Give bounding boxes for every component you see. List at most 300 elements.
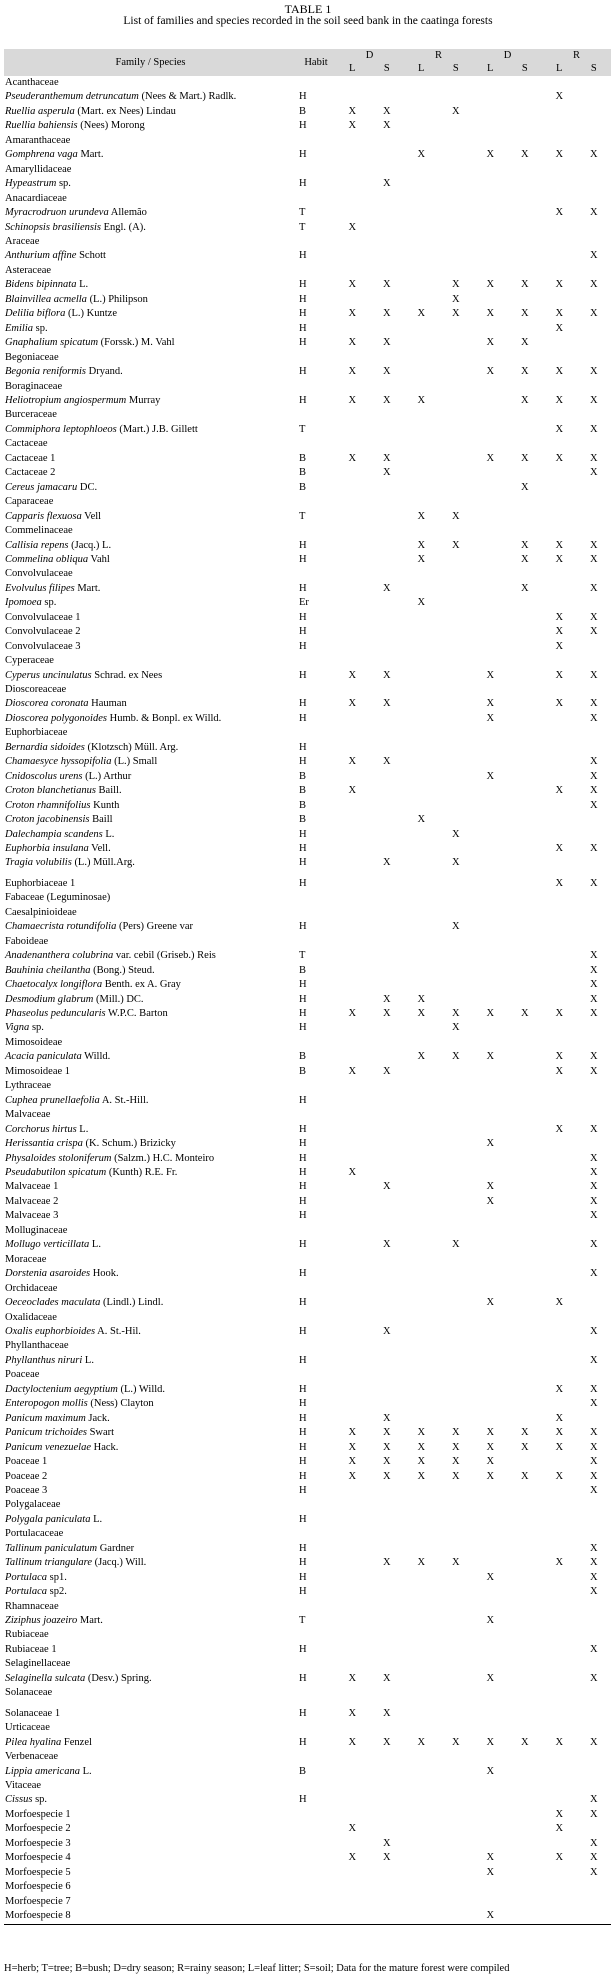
species-authority: Kunth bbox=[90, 799, 120, 811]
species-binomial: Tallinum paniculatum bbox=[5, 1542, 98, 1554]
occurrence-cell: X bbox=[382, 467, 391, 479]
occurrence-cell bbox=[508, 770, 543, 784]
occurrence-cell bbox=[508, 1643, 543, 1657]
habit-cell: T bbox=[299, 950, 306, 962]
occurrence-cell bbox=[508, 249, 543, 263]
occurrence-cell: X bbox=[589, 799, 598, 811]
species-row bbox=[4, 799, 611, 813]
species-binomial: Tallinum triangulare bbox=[5, 1557, 93, 1569]
occurrence-cell: X bbox=[382, 857, 391, 869]
occurrence-cell bbox=[542, 510, 577, 524]
occurrence-cell bbox=[577, 1880, 612, 1894]
habit-cell: H bbox=[299, 1542, 307, 1554]
habit-cell bbox=[297, 1895, 335, 1909]
occurrence-cell bbox=[439, 1571, 474, 1585]
species-binomial: Mollugo verticillata bbox=[5, 1239, 90, 1251]
occurrence-cell bbox=[335, 1585, 370, 1599]
family-row bbox=[4, 654, 611, 668]
species-authority: Mart. bbox=[77, 1615, 103, 1627]
species-authority: L. bbox=[76, 279, 89, 291]
family-name: Malvaceae bbox=[5, 1109, 51, 1121]
occurrence-cell: X bbox=[589, 1794, 598, 1806]
habit-cell: H bbox=[299, 1643, 307, 1655]
species-authority: (Salzm.) H.C. Monteiro bbox=[111, 1152, 215, 1164]
occurrence-cell bbox=[439, 1325, 474, 1339]
habit-cell: B bbox=[299, 467, 307, 479]
occurrence-cell bbox=[404, 1837, 439, 1851]
occurrence-cell: X bbox=[555, 1557, 564, 1569]
species-row bbox=[4, 1152, 611, 1166]
species-row bbox=[4, 1426, 611, 1440]
species-name-cell bbox=[4, 1571, 297, 1585]
occurrence-cell bbox=[542, 1895, 577, 1909]
occurrence-cell bbox=[473, 105, 508, 119]
occurrence-cell bbox=[439, 177, 474, 191]
habit-cell: H bbox=[299, 308, 307, 320]
occurrence-cell bbox=[439, 1765, 474, 1779]
species-name-cell bbox=[4, 394, 297, 408]
occurrence-cell: X bbox=[348, 452, 357, 464]
species-binomial: Herissantia crispa bbox=[5, 1138, 83, 1150]
occurrence-cell: X bbox=[417, 1051, 426, 1063]
occurrence-cell bbox=[508, 1765, 543, 1779]
occurrence-cell bbox=[508, 799, 543, 813]
occurrence-cell bbox=[370, 1267, 405, 1281]
occurrence-cell: X bbox=[589, 539, 598, 551]
occurrence-cell bbox=[335, 1837, 370, 1851]
species-authority: Jack. bbox=[85, 1412, 110, 1424]
occurrence-cell bbox=[404, 784, 439, 798]
species-binomial: Gomphrena vaga bbox=[5, 149, 78, 161]
occurrence-cell: X bbox=[348, 785, 357, 797]
occurrence-cell bbox=[508, 1209, 543, 1223]
occurrence-cell: X bbox=[555, 207, 564, 219]
occurrence-cell bbox=[542, 1614, 577, 1628]
family-row bbox=[4, 1282, 611, 1296]
occurrence-cell bbox=[404, 1137, 439, 1151]
header-group-r-1: R bbox=[404, 49, 473, 62]
occurrence-cell: X bbox=[589, 1268, 598, 1280]
occurrence-cell: X bbox=[589, 770, 598, 782]
species-name-cell bbox=[4, 1793, 297, 1807]
occurrence-cell bbox=[370, 1209, 405, 1223]
species-authority: Gardner bbox=[97, 1542, 135, 1554]
species-binomial: Evolvulus filipes bbox=[5, 582, 75, 594]
occurrence-cell bbox=[335, 712, 370, 726]
occurrence-cell bbox=[542, 1765, 577, 1779]
occurrence-cell bbox=[577, 177, 612, 191]
occurrence-cell: X bbox=[348, 1736, 357, 1748]
species-binomial: Chamaecrista rotundifolia bbox=[5, 921, 117, 933]
occurrence-cell bbox=[370, 1643, 405, 1657]
species-row bbox=[4, 770, 611, 784]
occurrence-cell: X bbox=[589, 1398, 598, 1410]
species-name-cell bbox=[4, 1050, 297, 1064]
species-row bbox=[4, 813, 611, 827]
occurrence-cell bbox=[404, 842, 439, 856]
species-authority: Convolvulaceae 3 bbox=[5, 640, 81, 652]
family-name: Molluginaceae bbox=[5, 1224, 68, 1236]
occurrence-cell bbox=[404, 697, 439, 711]
occurrence-cell bbox=[335, 842, 370, 856]
occurrence-cell bbox=[370, 640, 405, 654]
occurrence-cell: X bbox=[589, 1210, 598, 1222]
occurrence-cell bbox=[335, 1383, 370, 1397]
species-row bbox=[4, 1736, 611, 1750]
species-row bbox=[4, 1793, 611, 1807]
occurrence-cell bbox=[370, 1021, 405, 1035]
species-authority: Malvaceae 2 bbox=[5, 1195, 59, 1207]
species-name-cell bbox=[4, 1851, 297, 1865]
occurrence-cell: X bbox=[555, 698, 564, 710]
occurrence-cell: X bbox=[348, 1166, 357, 1178]
family-row bbox=[4, 351, 611, 365]
species-binomial: Dactyloctenium aegyptium bbox=[5, 1383, 118, 1395]
occurrence-cell: X bbox=[589, 1837, 598, 1849]
species-row bbox=[4, 669, 611, 683]
occurrence-cell: X bbox=[589, 1065, 598, 1077]
occurrence-cell bbox=[508, 1614, 543, 1628]
occurrence-cell bbox=[439, 452, 474, 466]
occurrence-cell bbox=[439, 993, 474, 1007]
species-binomial: Blainvillea acmella bbox=[5, 293, 87, 305]
occurrence-cell bbox=[473, 293, 508, 307]
occurrence-cell: X bbox=[555, 1383, 564, 1395]
occurrence-cell bbox=[335, 481, 370, 495]
header-group-d-2: D bbox=[473, 49, 542, 62]
occurrence-cell bbox=[577, 813, 612, 827]
occurrence-cell bbox=[335, 249, 370, 263]
habit-cell: H bbox=[299, 1707, 307, 1719]
occurrence-cell bbox=[473, 964, 508, 978]
occurrence-cell bbox=[508, 1513, 543, 1527]
occurrence-cell bbox=[370, 148, 405, 162]
family-row bbox=[4, 1657, 611, 1671]
family-name: Poaceae bbox=[5, 1369, 40, 1381]
occurrence-cell bbox=[404, 1614, 439, 1628]
occurrence-cell: X bbox=[382, 178, 391, 190]
occurrence-cell: X bbox=[555, 640, 564, 652]
species-row bbox=[4, 712, 611, 726]
occurrence-cell: X bbox=[589, 467, 598, 479]
occurrence-cell: X bbox=[486, 1456, 495, 1468]
species-authority: Morfoespecie 8 bbox=[5, 1910, 71, 1922]
family-row bbox=[4, 1253, 611, 1267]
family-name: Amaryllidaceae bbox=[5, 163, 72, 175]
occurrence-cell bbox=[370, 741, 405, 755]
occurrence-cell: X bbox=[382, 1239, 391, 1251]
occurrence-cell bbox=[404, 206, 439, 220]
species-name-cell bbox=[4, 828, 297, 842]
occurrence-cell bbox=[508, 293, 543, 307]
occurrence-cell bbox=[508, 596, 543, 610]
species-binomial: Pilea hyalina bbox=[5, 1736, 62, 1748]
species-binomial: Lippia americana bbox=[5, 1765, 80, 1777]
occurrence-cell bbox=[473, 1412, 508, 1426]
occurrence-cell: X bbox=[589, 1195, 598, 1207]
occurrence-cell bbox=[335, 423, 370, 437]
habit-cell: H bbox=[299, 293, 307, 305]
occurrence-cell bbox=[335, 1895, 370, 1909]
species-authority: Mart. bbox=[77, 149, 104, 161]
occurrence-cell: X bbox=[451, 1051, 460, 1063]
habit-cell: B bbox=[299, 770, 307, 782]
occurrence-cell: X bbox=[417, 1441, 426, 1453]
occurrence-cell bbox=[335, 1021, 370, 1035]
occurrence-cell bbox=[404, 1152, 439, 1166]
habit-cell: H bbox=[299, 1152, 307, 1164]
occurrence-cell: X bbox=[382, 669, 391, 681]
habit-cell: H bbox=[299, 1022, 307, 1034]
habit-cell: B bbox=[299, 1065, 307, 1077]
species-authority: (Lindl.) Lindl. bbox=[100, 1297, 164, 1309]
occurrence-cell: X bbox=[520, 1441, 529, 1453]
occurrence-cell: X bbox=[417, 1008, 426, 1019]
occurrence-cell: X bbox=[589, 1484, 598, 1496]
occurrence-cell bbox=[335, 625, 370, 639]
occurrence-cell: X bbox=[473, 1909, 508, 1924]
occurrence-cell bbox=[404, 322, 439, 336]
occurrence-cell bbox=[404, 1571, 439, 1585]
species-authority: L. bbox=[76, 1123, 89, 1135]
occurrence-cell bbox=[542, 481, 577, 495]
occurrence-cell bbox=[335, 1909, 370, 1924]
occurrence-cell: X bbox=[486, 1195, 495, 1207]
occurrence-cell: X bbox=[348, 120, 357, 132]
occurrence-cell: X bbox=[520, 394, 529, 406]
species-name-cell bbox=[4, 1166, 297, 1180]
occurrence-cell bbox=[335, 582, 370, 596]
occurrence-cell bbox=[439, 206, 474, 220]
occurrence-cell: X bbox=[486, 1427, 495, 1439]
species-name-cell bbox=[4, 1412, 297, 1426]
occurrence-cell bbox=[473, 119, 508, 133]
occurrence-cell: X bbox=[348, 279, 357, 291]
occurrence-cell: X bbox=[520, 452, 529, 464]
occurrence-cell bbox=[335, 828, 370, 842]
habit-cell: H bbox=[299, 857, 307, 869]
species-name-cell bbox=[4, 249, 297, 263]
occurrence-cell: X bbox=[555, 843, 564, 855]
occurrence-cell bbox=[473, 993, 508, 1007]
species-authority: Vell bbox=[81, 510, 102, 522]
species-row bbox=[4, 828, 611, 842]
occurrence-cell: X bbox=[555, 1412, 564, 1424]
family-name: Lythraceae bbox=[5, 1080, 52, 1092]
family-name: Orchidaceae bbox=[5, 1282, 58, 1294]
occurrence-cell: X bbox=[520, 481, 529, 493]
occurrence-cell: X bbox=[589, 1736, 598, 1748]
occurrence-cell bbox=[404, 1094, 439, 1108]
occurrence-cell bbox=[439, 978, 474, 992]
occurrence-cell: X bbox=[486, 1181, 495, 1193]
species-name-cell bbox=[4, 964, 297, 978]
species-binomial: Bauhinia cheilantha bbox=[5, 964, 91, 976]
species-authority: Morfoespecie 7 bbox=[5, 1895, 71, 1907]
species-row bbox=[4, 1209, 611, 1223]
occurrence-cell bbox=[542, 1152, 577, 1166]
occurrence-cell bbox=[473, 1542, 508, 1556]
table-number: TABLE 1 bbox=[284, 2, 332, 16]
occurrence-cell bbox=[439, 90, 474, 104]
species-authority: (Pers) Greene var bbox=[116, 921, 193, 933]
species-binomial: Croton blanchetianus bbox=[5, 785, 96, 797]
occurrence-cell bbox=[508, 466, 543, 480]
occurrence-cell bbox=[370, 1542, 405, 1556]
species-row bbox=[4, 842, 611, 856]
occurrence-cell bbox=[404, 177, 439, 191]
occurrence-cell bbox=[439, 1484, 474, 1498]
occurrence-cell bbox=[473, 920, 508, 934]
occurrence-cell bbox=[439, 842, 474, 856]
occurrence-cell bbox=[508, 1137, 543, 1151]
species-authority: Morfoespecie 6 bbox=[5, 1881, 71, 1893]
occurrence-cell bbox=[473, 510, 508, 524]
family-name: Anacardiaceae bbox=[5, 192, 67, 204]
occurrence-cell: X bbox=[382, 1837, 391, 1849]
occurrence-cell: X bbox=[486, 1470, 495, 1482]
occurrence-cell bbox=[335, 978, 370, 992]
occurrence-cell bbox=[439, 1895, 474, 1909]
occurrence-cell: X bbox=[417, 1427, 426, 1439]
occurrence-cell bbox=[508, 1484, 543, 1498]
occurrence-cell bbox=[473, 813, 508, 827]
species-authority: sp. bbox=[29, 1022, 44, 1034]
occurrence-cell: X bbox=[348, 366, 357, 378]
occurrence-cell: X bbox=[486, 1297, 495, 1309]
occurrence-cell bbox=[473, 423, 508, 437]
species-name-cell bbox=[4, 481, 297, 495]
occurrence-cell bbox=[439, 1152, 474, 1166]
occurrence-cell bbox=[370, 770, 405, 784]
species-row bbox=[4, 249, 611, 263]
occurrence-cell: X bbox=[589, 250, 598, 262]
occurrence-cell bbox=[370, 1880, 405, 1894]
occurrence-cell bbox=[508, 712, 543, 726]
occurrence-cell bbox=[335, 949, 370, 963]
occurrence-cell: X bbox=[555, 1123, 564, 1135]
occurrence-cell: X bbox=[589, 1672, 598, 1684]
family-row bbox=[4, 1108, 611, 1122]
occurrence-cell bbox=[542, 1180, 577, 1194]
habit-cell bbox=[297, 1837, 335, 1851]
species-name-cell bbox=[4, 1542, 297, 1556]
occurrence-cell: X bbox=[486, 308, 495, 320]
occurrence-cell bbox=[439, 1513, 474, 1527]
occurrence-cell: X bbox=[589, 1470, 598, 1482]
species-name-cell bbox=[4, 611, 297, 625]
occurrence-cell: X bbox=[589, 279, 598, 291]
occurrence-cell bbox=[542, 1267, 577, 1281]
family-row bbox=[4, 1686, 611, 1700]
occurrence-cell bbox=[508, 949, 543, 963]
occurrence-cell bbox=[542, 1866, 577, 1880]
occurrence-cell bbox=[542, 1166, 577, 1180]
species-row bbox=[4, 640, 611, 654]
species-binomial: Cyperus uncinulatus bbox=[5, 669, 92, 681]
occurrence-cell bbox=[508, 1180, 543, 1194]
species-name-cell bbox=[4, 596, 297, 610]
species-row bbox=[4, 856, 611, 870]
occurrence-cell bbox=[508, 1050, 543, 1064]
table-header bbox=[4, 49, 611, 76]
occurrence-cell bbox=[404, 1895, 439, 1909]
occurrence-cell bbox=[473, 1267, 508, 1281]
occurrence-cell bbox=[335, 1556, 370, 1570]
occurrence-cell: X bbox=[589, 1542, 598, 1554]
occurrence-cell bbox=[439, 1267, 474, 1281]
habit-cell: H bbox=[299, 843, 307, 855]
species-name-cell bbox=[4, 452, 297, 466]
occurrence-cell bbox=[370, 1895, 405, 1909]
occurrence-cell bbox=[473, 539, 508, 553]
occurrence-cell bbox=[542, 1707, 577, 1721]
occurrence-cell bbox=[335, 1094, 370, 1108]
occurrence-cell bbox=[439, 365, 474, 379]
habit-cell: B bbox=[299, 105, 307, 117]
occurrence-cell bbox=[370, 1571, 405, 1585]
occurrence-cell bbox=[542, 1325, 577, 1339]
occurrence-cell bbox=[335, 1793, 370, 1807]
habit-cell: H bbox=[299, 828, 307, 840]
species-row bbox=[4, 1556, 611, 1570]
species-row bbox=[4, 293, 611, 307]
occurrence-cell bbox=[404, 625, 439, 639]
occurrence-cell: X bbox=[555, 279, 564, 291]
occurrence-cell: X bbox=[451, 1470, 460, 1482]
occurrence-cell bbox=[473, 1822, 508, 1836]
species-name-cell bbox=[4, 1643, 297, 1657]
species-authority: Fenzel bbox=[61, 1736, 92, 1748]
occurrence-cell bbox=[542, 856, 577, 870]
species-name-cell bbox=[4, 1180, 297, 1194]
species-row bbox=[4, 481, 611, 495]
occurrence-cell bbox=[542, 949, 577, 963]
occurrence-cell: X bbox=[382, 698, 391, 710]
occurrence-cell bbox=[439, 336, 474, 350]
occurrence-cell bbox=[577, 920, 612, 934]
species-authority: (Desv.) Spring. bbox=[85, 1672, 152, 1684]
species-row bbox=[4, 119, 611, 133]
species-row bbox=[4, 553, 611, 567]
species-authority: L. bbox=[79, 1765, 92, 1777]
species-row bbox=[4, 90, 611, 104]
occurrence-cell bbox=[577, 1895, 612, 1909]
occurrence-cell bbox=[439, 1851, 474, 1865]
occurrence-cell bbox=[335, 1296, 370, 1310]
occurrence-cell bbox=[370, 510, 405, 524]
species-authority: Mimosoideae 1 bbox=[5, 1065, 71, 1077]
occurrence-cell bbox=[542, 105, 577, 119]
occurrence-cell bbox=[335, 640, 370, 654]
species-authority: Solanaceae 1 bbox=[5, 1707, 61, 1719]
family-name: Caparaceae bbox=[5, 496, 54, 508]
species-row bbox=[4, 1383, 611, 1397]
occurrence-cell bbox=[473, 1166, 508, 1180]
species-authority: W.P.C. Barton bbox=[105, 1008, 168, 1019]
occurrence-cell: X bbox=[589, 1152, 598, 1164]
species-binomial: Polygala paniculata bbox=[5, 1513, 91, 1525]
species-row bbox=[4, 1880, 611, 1894]
occurrence-cell: X bbox=[486, 1615, 495, 1627]
occurrence-cell bbox=[404, 1643, 439, 1657]
species-binomial: Hypeastrum bbox=[5, 178, 57, 190]
occurrence-cell bbox=[508, 877, 543, 891]
habit-cell: H bbox=[299, 553, 307, 565]
occurrence-cell bbox=[508, 1238, 543, 1252]
occurrence-cell bbox=[473, 394, 508, 408]
species-table bbox=[4, 49, 611, 1925]
